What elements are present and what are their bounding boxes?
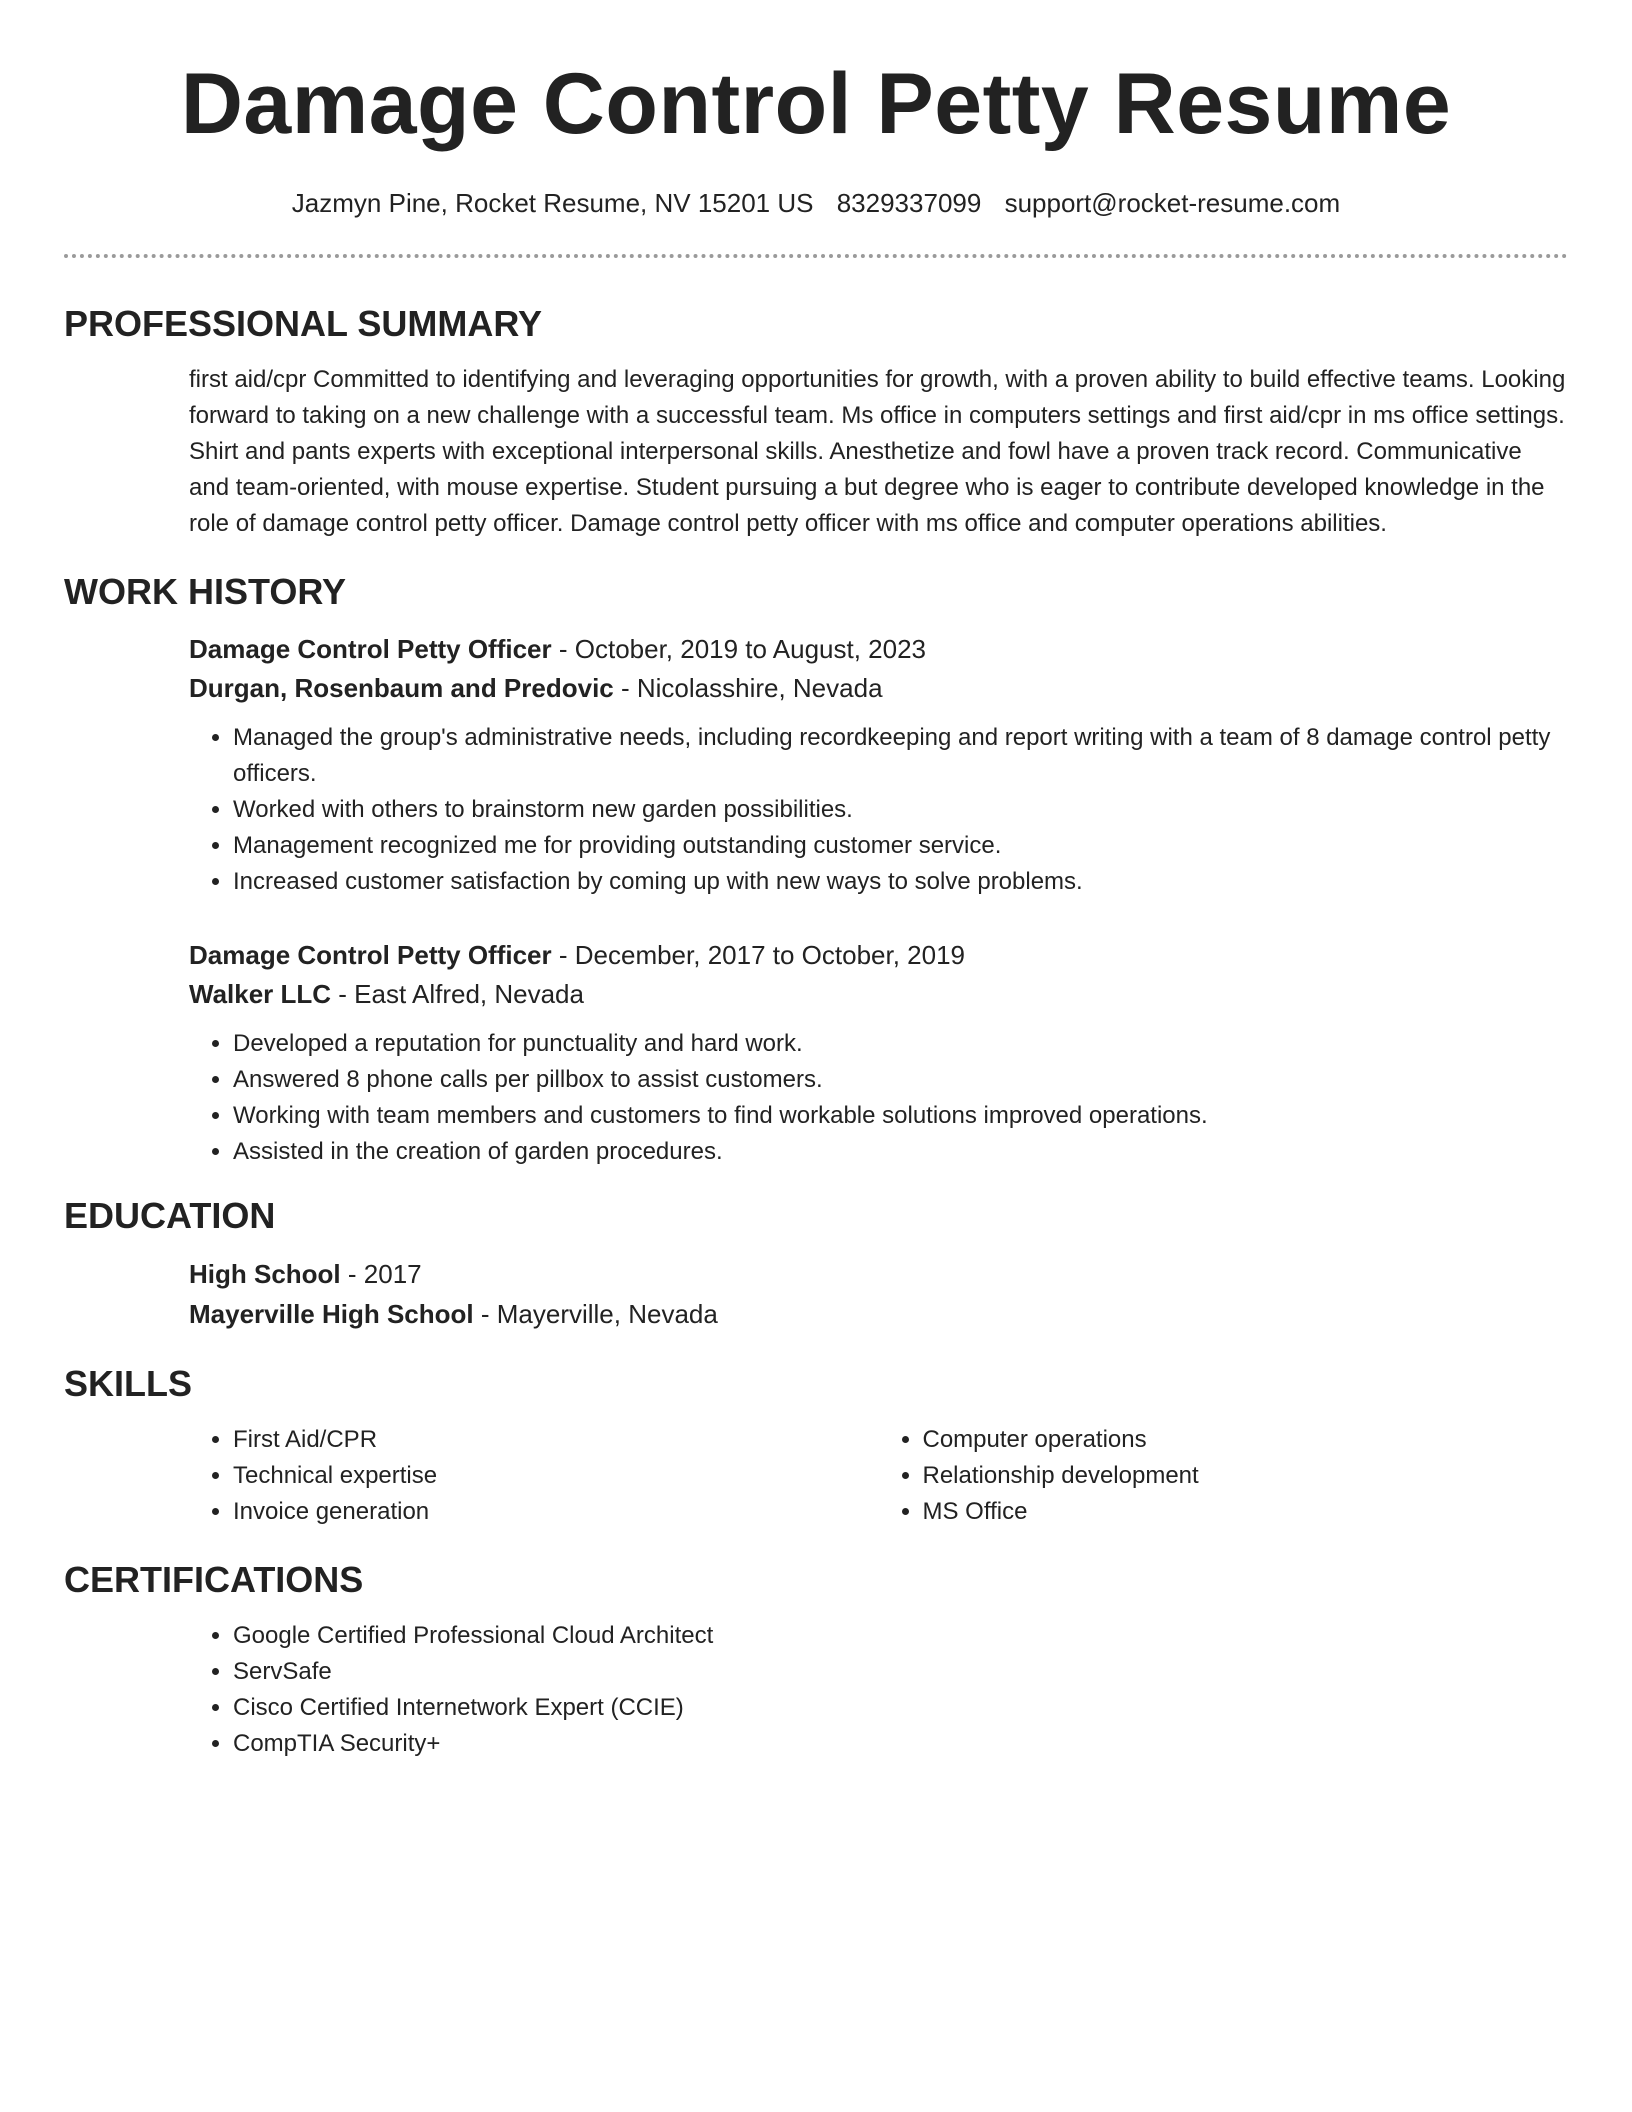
list-item: • CompTIA Security+ (233, 1726, 1568, 1762)
certifications-title: CERTIFICATIONS (64, 1559, 364, 1600)
list-item: • Assisted in the creation of garden procedures. (233, 1134, 1568, 1170)
job-role: Damage Control Petty Officer (189, 940, 552, 970)
summary-section (64, 304, 1568, 542)
job-dates: - December, 2017 to October, 2019 (551, 940, 965, 970)
job-role-line (189, 936, 1568, 975)
education-title: EDUCATION (64, 1195, 276, 1236)
list-item: • Relationship development (923, 1458, 1569, 1494)
job-dates: - October, 2019 to August, 2023 (551, 634, 927, 664)
job-company: Durgan, Rosenbaum and Predovic (189, 673, 614, 703)
list-item: • Answered 8 phone calls per pillbox to assist customers. (233, 1062, 1568, 1098)
education-degree-line (189, 1254, 1568, 1294)
list-item: • ServSafe (233, 1654, 1568, 1690)
list-item: • Working with team members and customers to find workable solutions improved operations. (233, 1098, 1568, 1134)
contact-phone: 8329337099 (836, 188, 982, 218)
list-item: • Worked with others to brainstorm new garden possibilities. (233, 792, 1568, 828)
header-divider (64, 254, 1568, 258)
list-item: • Computer operations (923, 1422, 1569, 1458)
list-item: • Management recognized me for providing outstanding customer service. (233, 828, 1568, 864)
summary-title: PROFESSIONAL SUMMARY (64, 303, 543, 344)
list-item: • Developed a reputation for punctuality and hard work. (233, 1026, 1568, 1062)
resume-header (64, 0, 1568, 218)
skills-list-right (879, 1422, 1569, 1530)
certifications-list (189, 1618, 1568, 1762)
list-item: • Cisco Certified Internetwork Expert (CCIE) (233, 1690, 1568, 1726)
education-year: - 2017 (340, 1259, 422, 1289)
job-bullets (189, 1026, 1568, 1170)
skills-section (64, 1364, 1568, 1530)
list-item: • Invoice generation (233, 1494, 879, 1530)
job-company-line (189, 975, 1568, 1014)
list-item: • First Aid/CPR (233, 1422, 879, 1458)
education-school: Mayerville High School (189, 1299, 474, 1329)
job-company: Walker LLC (189, 979, 332, 1009)
skills-title: SKILLS (64, 1363, 193, 1404)
job-role: Damage Control Petty Officer (189, 634, 552, 664)
education-location: - Mayerville, Nevada (473, 1299, 718, 1329)
list-item: • MS Office (923, 1494, 1569, 1530)
skills-list-left (189, 1422, 879, 1530)
summary-text: first aid/cpr Committed to identifying and leveraging opportunities for growth, with a proven ability to build effective teams. Looking forward to taking on a new challenge with a successful team. Ms office in computers settings and first aid/cpr in ms office settings. Shirt and pants experts with exceptional interpersonal skills. Anesthetize and fowl have a proven track record. Communicative and team-oriented, with mouse expertise. Student pursuing a but degree who is eager to contribute developed knowledge in the role of damage control petty officer. Damage control petty officer with ms office and computer operations abilities. (189, 366, 1566, 537)
job-role-line (189, 630, 1568, 669)
certifications-section (64, 1560, 1568, 1762)
resume-name: Damage Control Petty Resume (180, 56, 1452, 152)
job-company-line (189, 669, 1568, 708)
education-degree: High School (189, 1259, 341, 1289)
contact-line (64, 188, 1568, 218)
skills-grid (189, 1422, 1568, 1530)
contact-email: support@rocket-resume.com (1004, 188, 1341, 218)
job-bullets (189, 720, 1568, 900)
education-section (64, 1196, 1568, 1334)
list-item: • Google Certified Professional Cloud Architect (233, 1618, 1568, 1654)
list-item: • Increased customer satisfaction by coming up with new ways to solve problems. (233, 864, 1568, 900)
list-item: • Technical expertise (233, 1458, 879, 1494)
job-entry (189, 630, 1568, 900)
job-entry (189, 936, 1568, 1170)
work-section (64, 572, 1568, 1170)
education-school-line (189, 1294, 1568, 1334)
job-location: - Nicolasshire, Nevada (613, 673, 883, 703)
list-item: • Managed the group's administrative needs, including recordkeeping and report writing with a team of 8 damage control petty officers. (233, 720, 1568, 792)
contact-address: Jazmyn Pine, Rocket Resume, NV 15201 US (291, 188, 814, 218)
work-title: WORK HISTORY (64, 571, 347, 612)
job-location: - East Alfred, Nevada (331, 979, 584, 1009)
